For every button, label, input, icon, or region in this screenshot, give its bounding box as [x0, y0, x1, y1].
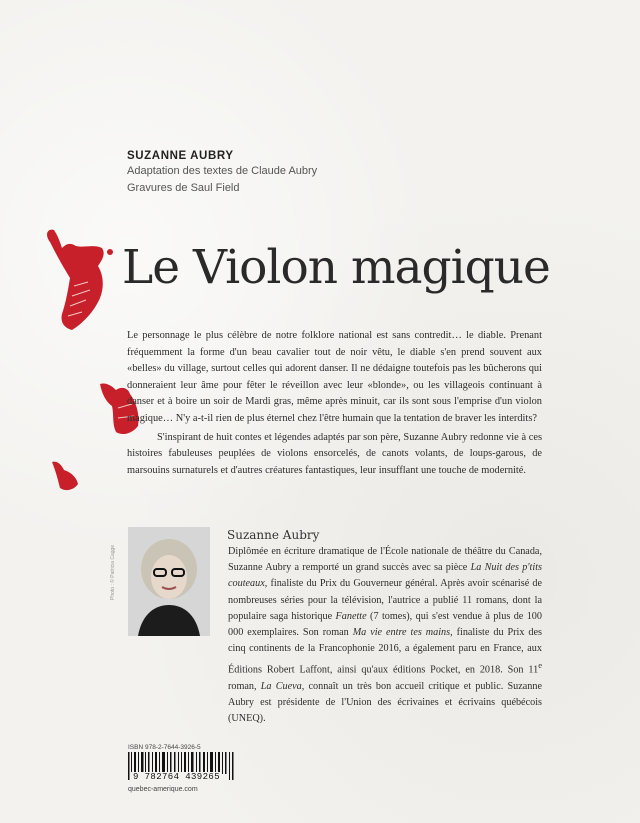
book-title: Le Violon magique [122, 240, 550, 295]
header [127, 150, 317, 199]
blurb-paragraph-1: Le personnage le plus célèbre de notre folklore national est sans contredit… le diable. Prenant fréquemment la forme d'un beau cavalier tout de noir vêtu, le diable s'en prend souvent aux «belles» du village, surtout celles qui adorent danser. Il ne dédaigne toutefois pas les bûcherons qui donneraient leur âme pour fêter le réveillon avec leur «blonde», ou les villageois continuant à danser et à boire un soir de Mardi gras, même après minuit, car ils sont sous l'emprise d'un violon magique… N'y a-t-il rien de plus éternel chez l'être humain que la tentation de braver les interdits? [127, 330, 542, 424]
dancing-figure-illustration [40, 226, 130, 336]
author-name: SUZANNE AUBRY [127, 150, 234, 162]
small-figure-illustration [48, 456, 88, 496]
bio-text: Diplômée en écriture dramatique de l'École nationale de théâtre du Canada, Suzanne Aubry a remporté un grand succès avec sa pièce La Nuit des p'tits couteaux, finaliste du Prix du Gouverneur général. Après avoir scénarisé de nombreuses séries pour la télévision, l'autrice a publié 11 romans, dont la populaire saga historique Fanette (7 tomes), qui s'est vendue à plus de 100 000 exemplaires. Son roman Ma vie entre tes mains, finaliste du Prix des cinq continents de la Francophonie 2016, a également paru en France, aux Éditions Robert Laffont, ainsi qu'aux éditions Pocket, en 2018. Son 11e roman, La Cueva, connaît un très bon accueil critique et public. Suzanne Aubry est présidente de l'Union des écrivaines et écrivains québécois (UNEQ). [228, 546, 542, 725]
adaptation-credit: Adaptation des textes de Claude Aubry [127, 165, 318, 177]
photo-credit: Photo : © Patricia Cagge [110, 544, 116, 600]
blurb-paragraph-2: S'inspirant de huit contes et légendes adaptés par son père, Suzanne Aubry redonne vie à ces histoires fabuleuses peuplées de violons ensorcelés, de canots volants, de loups-garous, de marsouins surnaturels et d'autres créatures fantastiques, leur insufflant une touche de modernité. [127, 431, 542, 476]
barcode-number: 9 782764 439265 [133, 772, 221, 782]
bio-author-name: Suzanne Aubry [227, 528, 320, 542]
publisher-website: quebec-amerique.com [128, 786, 198, 793]
author-biography [128, 544, 542, 728]
engraving-credit: Gravures de Saul Field [127, 182, 240, 194]
back-cover-blurb [127, 328, 542, 479]
isbn-label: ISBN 978-2-7644-3926-5 [128, 744, 201, 751]
